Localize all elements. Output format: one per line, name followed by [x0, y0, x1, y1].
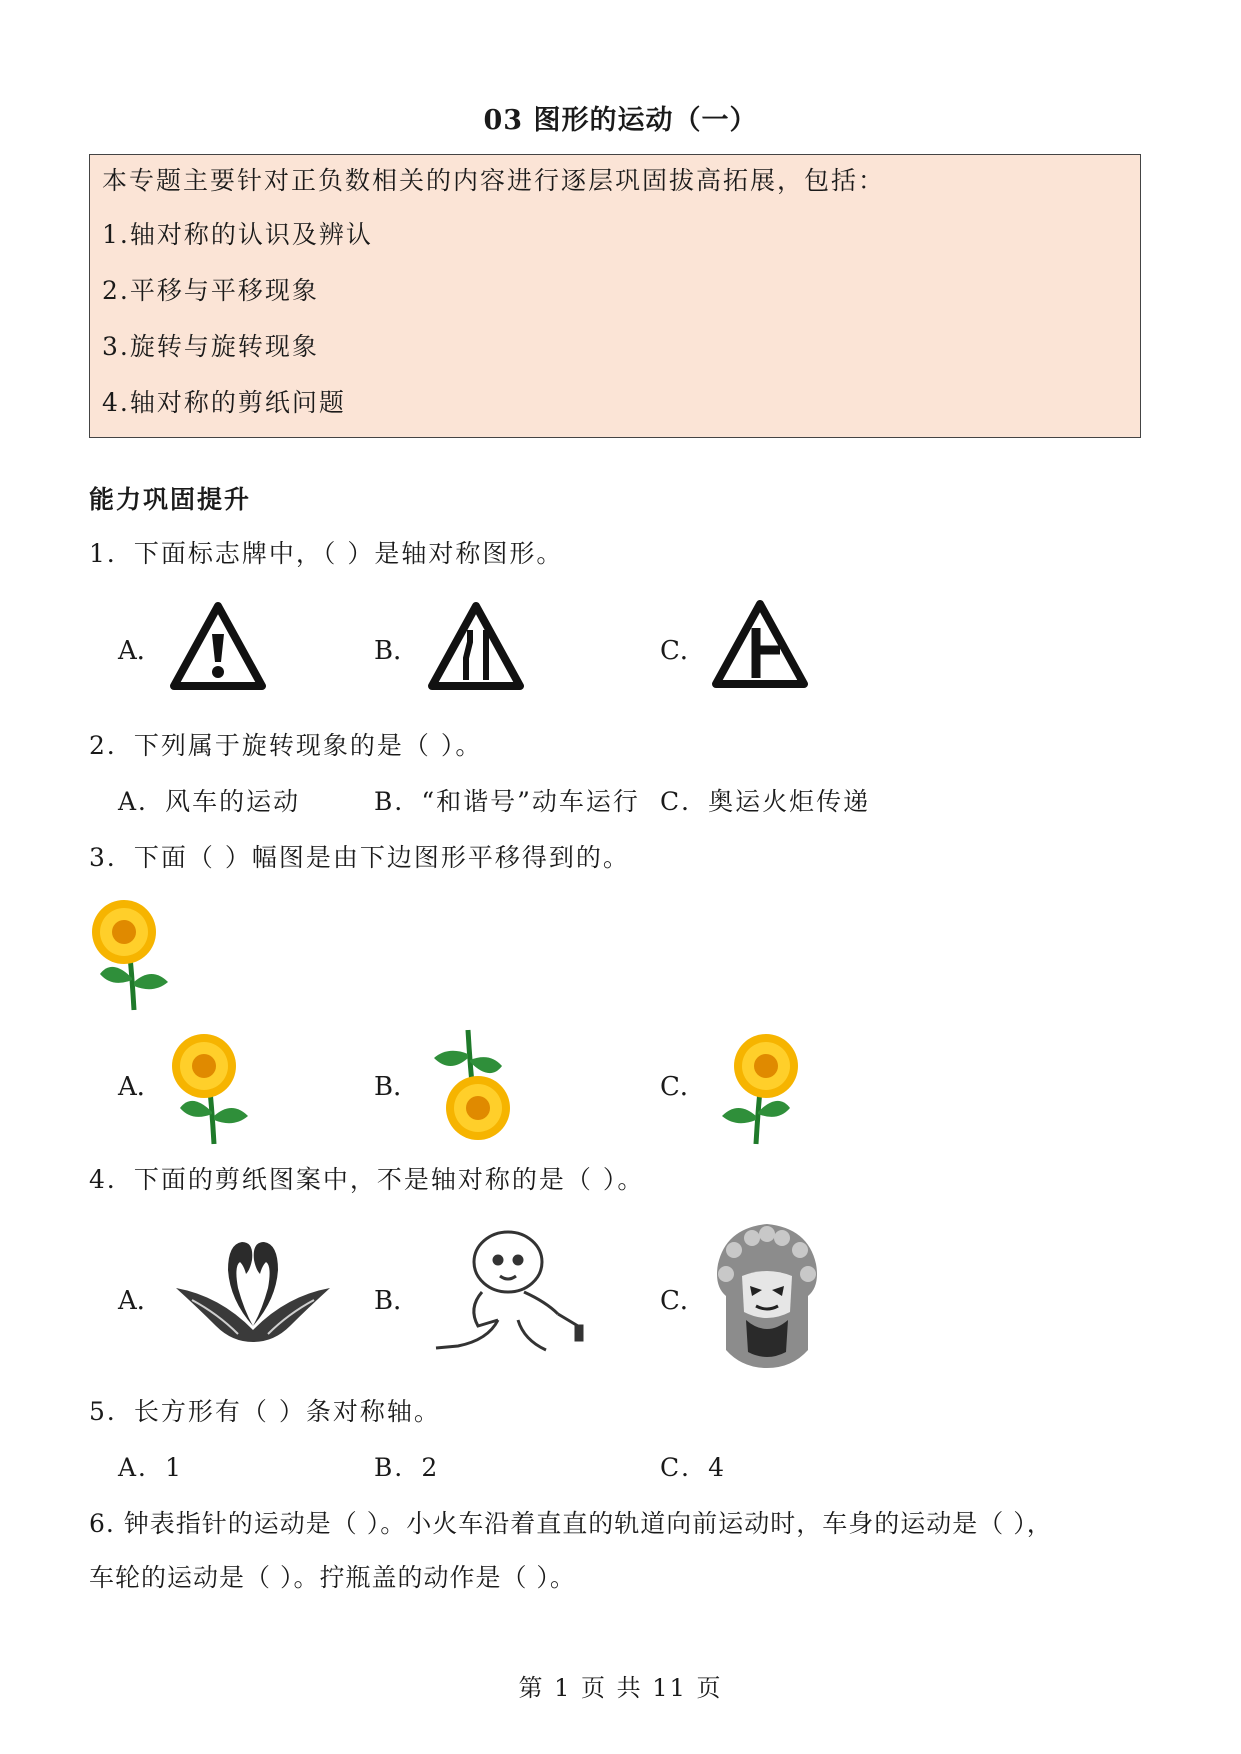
q2-option-b	[374, 782, 640, 818]
section-title: 能力巩固提升	[89, 485, 252, 514]
question-2-stem: 2．下列属于旋转现象的是（ ）。	[89, 731, 483, 760]
q5-option-b-label: B．	[374, 1453, 422, 1482]
q5-option-b-text: 2	[421, 1453, 440, 1482]
intro-item: 2.平移与平移现象	[102, 276, 319, 305]
q1-option-b-label: B．	[374, 636, 420, 666]
intro-item: 4.轴对称的剪纸问题	[102, 388, 346, 417]
q4-option-b-label: B．	[374, 1286, 420, 1316]
swan-pair-papercut-icon	[172, 1230, 334, 1354]
sunflower-upside-down-icon	[424, 1028, 514, 1144]
q2-option-b-text: “和谐号”动车运行	[421, 787, 640, 816]
q2-option-a	[118, 782, 300, 818]
q1-option-c-label: C．	[660, 636, 706, 666]
warning-exclamation-sign-icon	[168, 600, 268, 692]
q4-option-c-label: C．	[660, 1286, 706, 1316]
q3-option-c-label: C．	[660, 1072, 706, 1102]
question-1-stem: 1．下面标志牌中，（ ）是轴对称图形。	[89, 539, 564, 568]
question-6-stem-line1: 6. 钟表指针的运动是（ ）。小火车沿着直直的轨道向前运动时，车身的运动是（ ），	[89, 1509, 1053, 1538]
q2-option-a-label: A．	[118, 787, 166, 816]
intro-item: 1.轴对称的认识及辨认	[102, 220, 373, 249]
question-6-stem-line2: 车轮的运动是（ ）。拧瓶盖的动作是（ ）。	[89, 1563, 576, 1592]
q5-option-c-text: 4	[708, 1453, 727, 1482]
q5-option-a-label: A．	[118, 1453, 166, 1482]
q2-option-b-label: B．	[374, 787, 422, 816]
q2-option-c-label: C．	[660, 787, 709, 816]
page-title: 03 图形的运动（一）	[483, 105, 758, 136]
sunflower-head	[92, 900, 156, 964]
sunflower-mirrored-icon	[712, 1030, 802, 1146]
q4-option-a-label: A．	[118, 1286, 163, 1316]
q5-option-a-text: 1	[165, 1453, 183, 1482]
road-narrows-sign-icon	[426, 600, 526, 692]
intro-item: 3.旋转与旋转现象	[102, 332, 319, 361]
q5-option-c	[660, 1448, 726, 1484]
q3-option-b-label: B．	[374, 1072, 420, 1102]
opera-mask-papercut-icon	[712, 1220, 822, 1370]
side-road-junction-sign-icon	[710, 598, 810, 690]
intro-box	[89, 154, 1141, 438]
q5-option-c-label: C．	[660, 1453, 709, 1482]
question-3-stem: 3．下面（ ）幅图是由下边图形平移得到的。	[89, 843, 630, 872]
q2-option-a-text: 风车的运动	[165, 787, 301, 816]
q2-option-c	[660, 782, 870, 818]
q5-option-a	[118, 1448, 183, 1484]
q5-option-b	[374, 1448, 439, 1484]
question-4-stem: 4．下面的剪纸图案中，不是轴对称的是（ ）。	[89, 1165, 645, 1194]
q3-option-a-label: A．	[118, 1072, 163, 1102]
sunflower-icon	[88, 896, 178, 1012]
sunflower-icon	[168, 1030, 258, 1146]
intro-lead: 本专题主要针对正负数相关的内容进行逐层巩固拔高拓展，包括：	[102, 166, 886, 195]
page-footer: 第 1 页 共 11 页	[518, 1674, 723, 1702]
q2-option-c-text: 奥运火炬传递	[708, 787, 871, 816]
boy-with-firecracker-papercut-icon	[428, 1222, 598, 1362]
question-5-stem: 5．长方形有（ ）条对称轴。	[89, 1397, 441, 1426]
q1-option-a-label: A．	[118, 636, 163, 666]
